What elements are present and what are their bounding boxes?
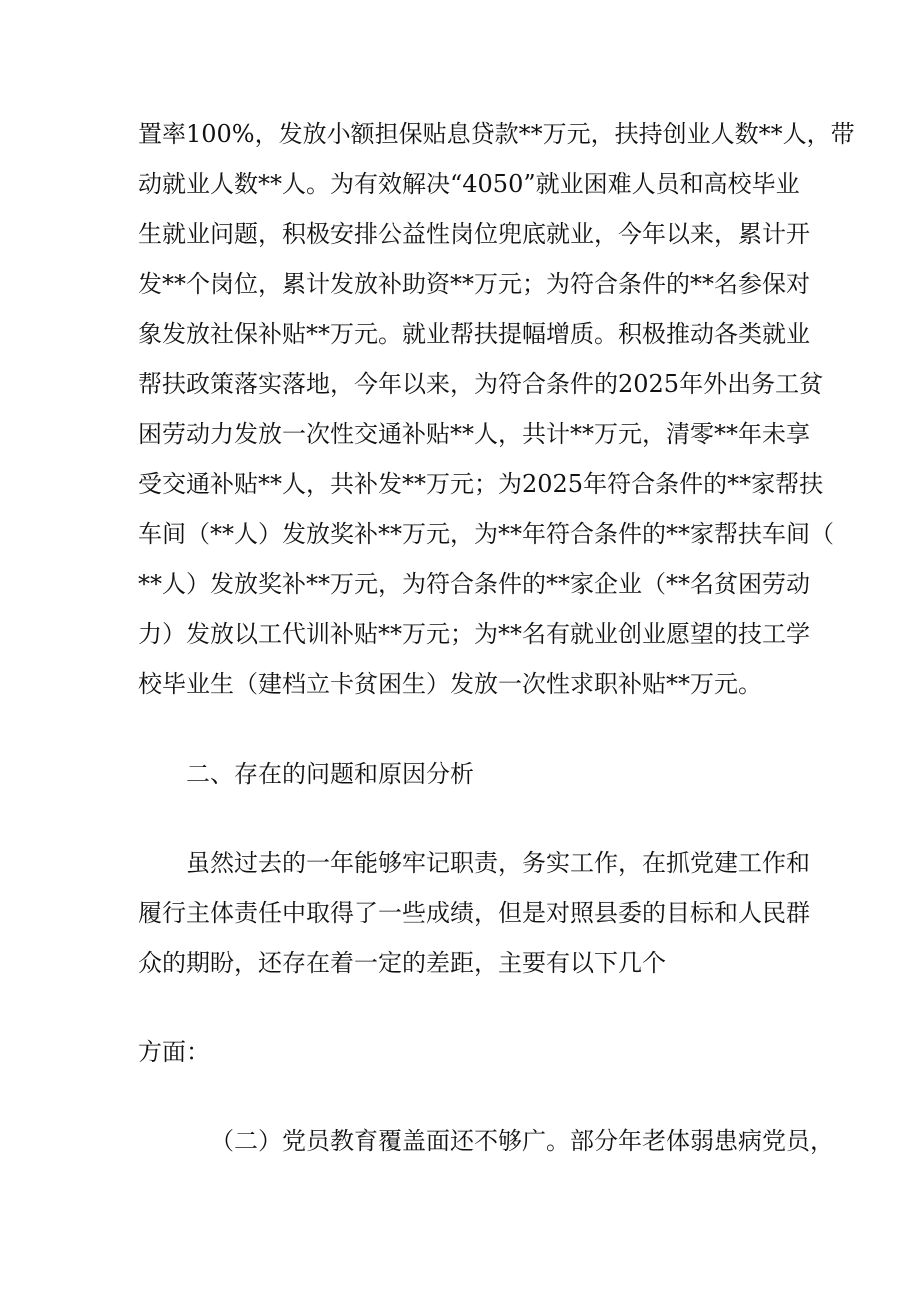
paragraph-1-line-2: 动就业人数**人。为有效解决“4050”就业困难人员和高校毕业 bbox=[138, 170, 800, 198]
paragraph-1-line-8: 受交通补贴**人，共补发**万元；为2025年符合条件的**家帮扶 bbox=[138, 470, 824, 498]
paragraph-1-line-10: **人）发放奖补**万元，为符合条件的**家企业（**名贫困劳动 bbox=[138, 570, 810, 598]
paragraph-1-line-11: 力）发放以工代训补贴**万元；为**名有就业创业愿望的技工学 bbox=[138, 620, 810, 648]
paragraph-1-line-6: 帮扶政策落实落地，今年以来，为符合条件的2025年外出务工贫 bbox=[138, 370, 824, 398]
paragraph-1-line-12: 校毕业生（建档立卡贫困生）发放一次性求职补贴**万元。 bbox=[138, 670, 762, 698]
section-heading: 二、存在的问题和原因分析 bbox=[186, 760, 474, 788]
paragraph-2-line-3: 众的期盼，还存在着一定的差距，主要有以下几个 bbox=[138, 949, 666, 977]
paragraph-1-line-1: 置率100%，发放小额担保贴息贷款**万元，扶持创业人数**人，带 bbox=[138, 120, 855, 148]
paragraph-3: 方面： bbox=[138, 1038, 210, 1066]
paragraph-1-line-5: 象发放社保补贴**万元。就业帮扶提幅增质。积极推动各类就业 bbox=[138, 320, 810, 348]
paragraph-4-line-1: （二）党员教育覆盖面还不够广。部分年老体弱患病党员， bbox=[210, 1127, 834, 1155]
paragraph-1-line-9: 车间（**人）发放奖补**万元，为**年符合条件的**家帮扶车间（ bbox=[138, 520, 834, 548]
paragraph-2-line-2: 履行主体责任中取得了一些成绩，但是对照县委的目标和人民群 bbox=[138, 899, 810, 927]
paragraph-2-line-1: 虽然过去的一年能够牢记职责，务实工作，在抓党建工作和 bbox=[186, 849, 810, 877]
paragraph-1-line-3: 生就业问题，积极安排公益性岗位兜底就业，今年以来，累计开 bbox=[138, 220, 810, 248]
paragraph-1-line-7: 困劳动力发放一次性交通补贴**人，共计**万元，清零**年未享 bbox=[138, 420, 810, 448]
paragraph-1-line-4: 发**个岗位，累计发放补助资**万元；为符合条件的**名参保对 bbox=[138, 270, 810, 298]
